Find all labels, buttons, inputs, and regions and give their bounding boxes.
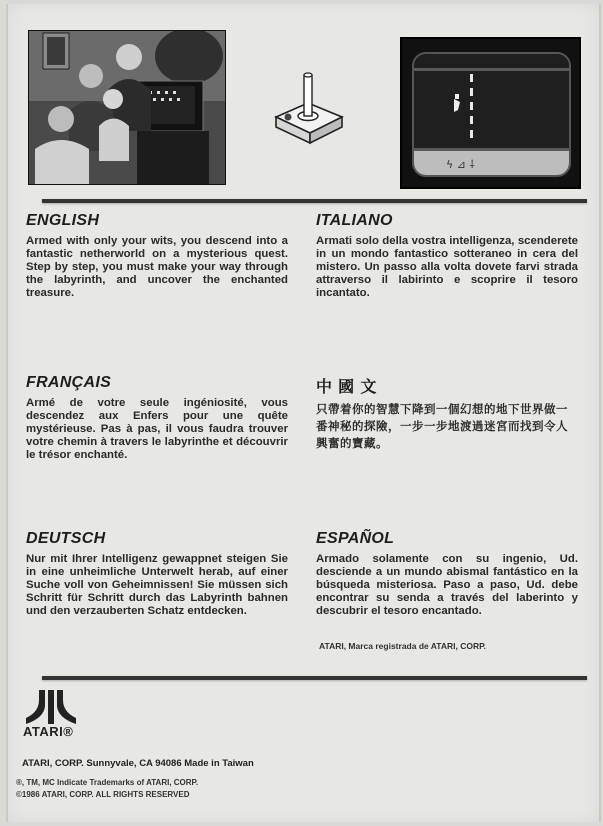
section-title-english: ENGLISH [26,212,100,229]
section-body-chinese: 只帶着你的智慧下降到一個幻想的地下世界做一番神秘的探險，一步一步地渡過迷宮而找到令人興奮的寶藏。 [316,404,568,450]
section-title-francais: FRANÇAIS [26,374,112,391]
section-body-francais: Armé de votre seule ingéniosité, vous descendez aux Enfers pour une quête mystérieuse. Pas à pas, il vous faudra trouver votre chemin à travers le labyrinthe et découvrir le trésor enchanté. [26,397,288,461]
trademark-note: ATARI, Marca registrada de ATARI, CORP. [319,641,487,651]
section-body-deutsch: Nur mit Ihrer Intelligenz gewappnet steigen Sie in eine unheimliche Unterwelt herab, auf einer Suche voll von Geheimnissen! Sie müssen sich Schritt für Schritt durch das Labyrinth bahnen und den verzauberten Schatz entdecken. [26,553,288,617]
section-chinese [316,374,578,453]
divider-bottom [42,676,587,680]
section-body-italiano: Armati solo della vostra intelligenza, scenderete in un mondo fantastico sotteraneo in cera del mistero. Un passo alla volta dovete farvi strada attraverso il labirinto e scoprire il tesoro incantato. [316,235,578,299]
section-espanol [316,530,578,618]
section-title-espanol: ESPAÑOL [316,530,395,547]
atari-logo-text: ATARI® [23,724,74,739]
game-screenshot [400,37,581,189]
family-photo [28,30,226,185]
corp-address: ATARI, CORP. Sunnyvale, CA 94086 Made in Taiwan [22,758,254,769]
section-english [26,212,288,300]
section-title-deutsch: DEUTSCH [26,530,106,547]
section-body-english: Armed with only your wits, you descend into a fantastic netherworld on a mysterious quest. Step by step, you must make your way through the labyrinth, and uncover the enchanted treasure. [26,235,288,299]
section-francais [26,374,288,462]
divider-top [42,199,587,203]
section-title-italiano: ITALIANO [316,212,393,229]
trademark-line: ®, TM, MC Indicate Trademarks of ATARI, CORP. [16,778,199,787]
section-title-chinese: 中 國 文 [316,377,377,396]
section-deutsch [26,530,288,618]
copyright-line: ©1986 ATARI, CORP. ALL RIGHTS RESERVED [16,790,190,799]
joystick-icon [270,67,346,149]
section-italiano [316,212,578,300]
svg-text:ϟ ⊿ ⸸: ϟ ⊿ ⸸ [446,158,475,171]
section-body-espanol: Armado solamente con su ingenio, Ud. desciende a un mundo abismal fantástico en la búsqueda misteriosa. Paso a paso, Ud. debe encontrar su senda a través del laberinto y descubrir el tesoro encantado. [316,553,578,617]
